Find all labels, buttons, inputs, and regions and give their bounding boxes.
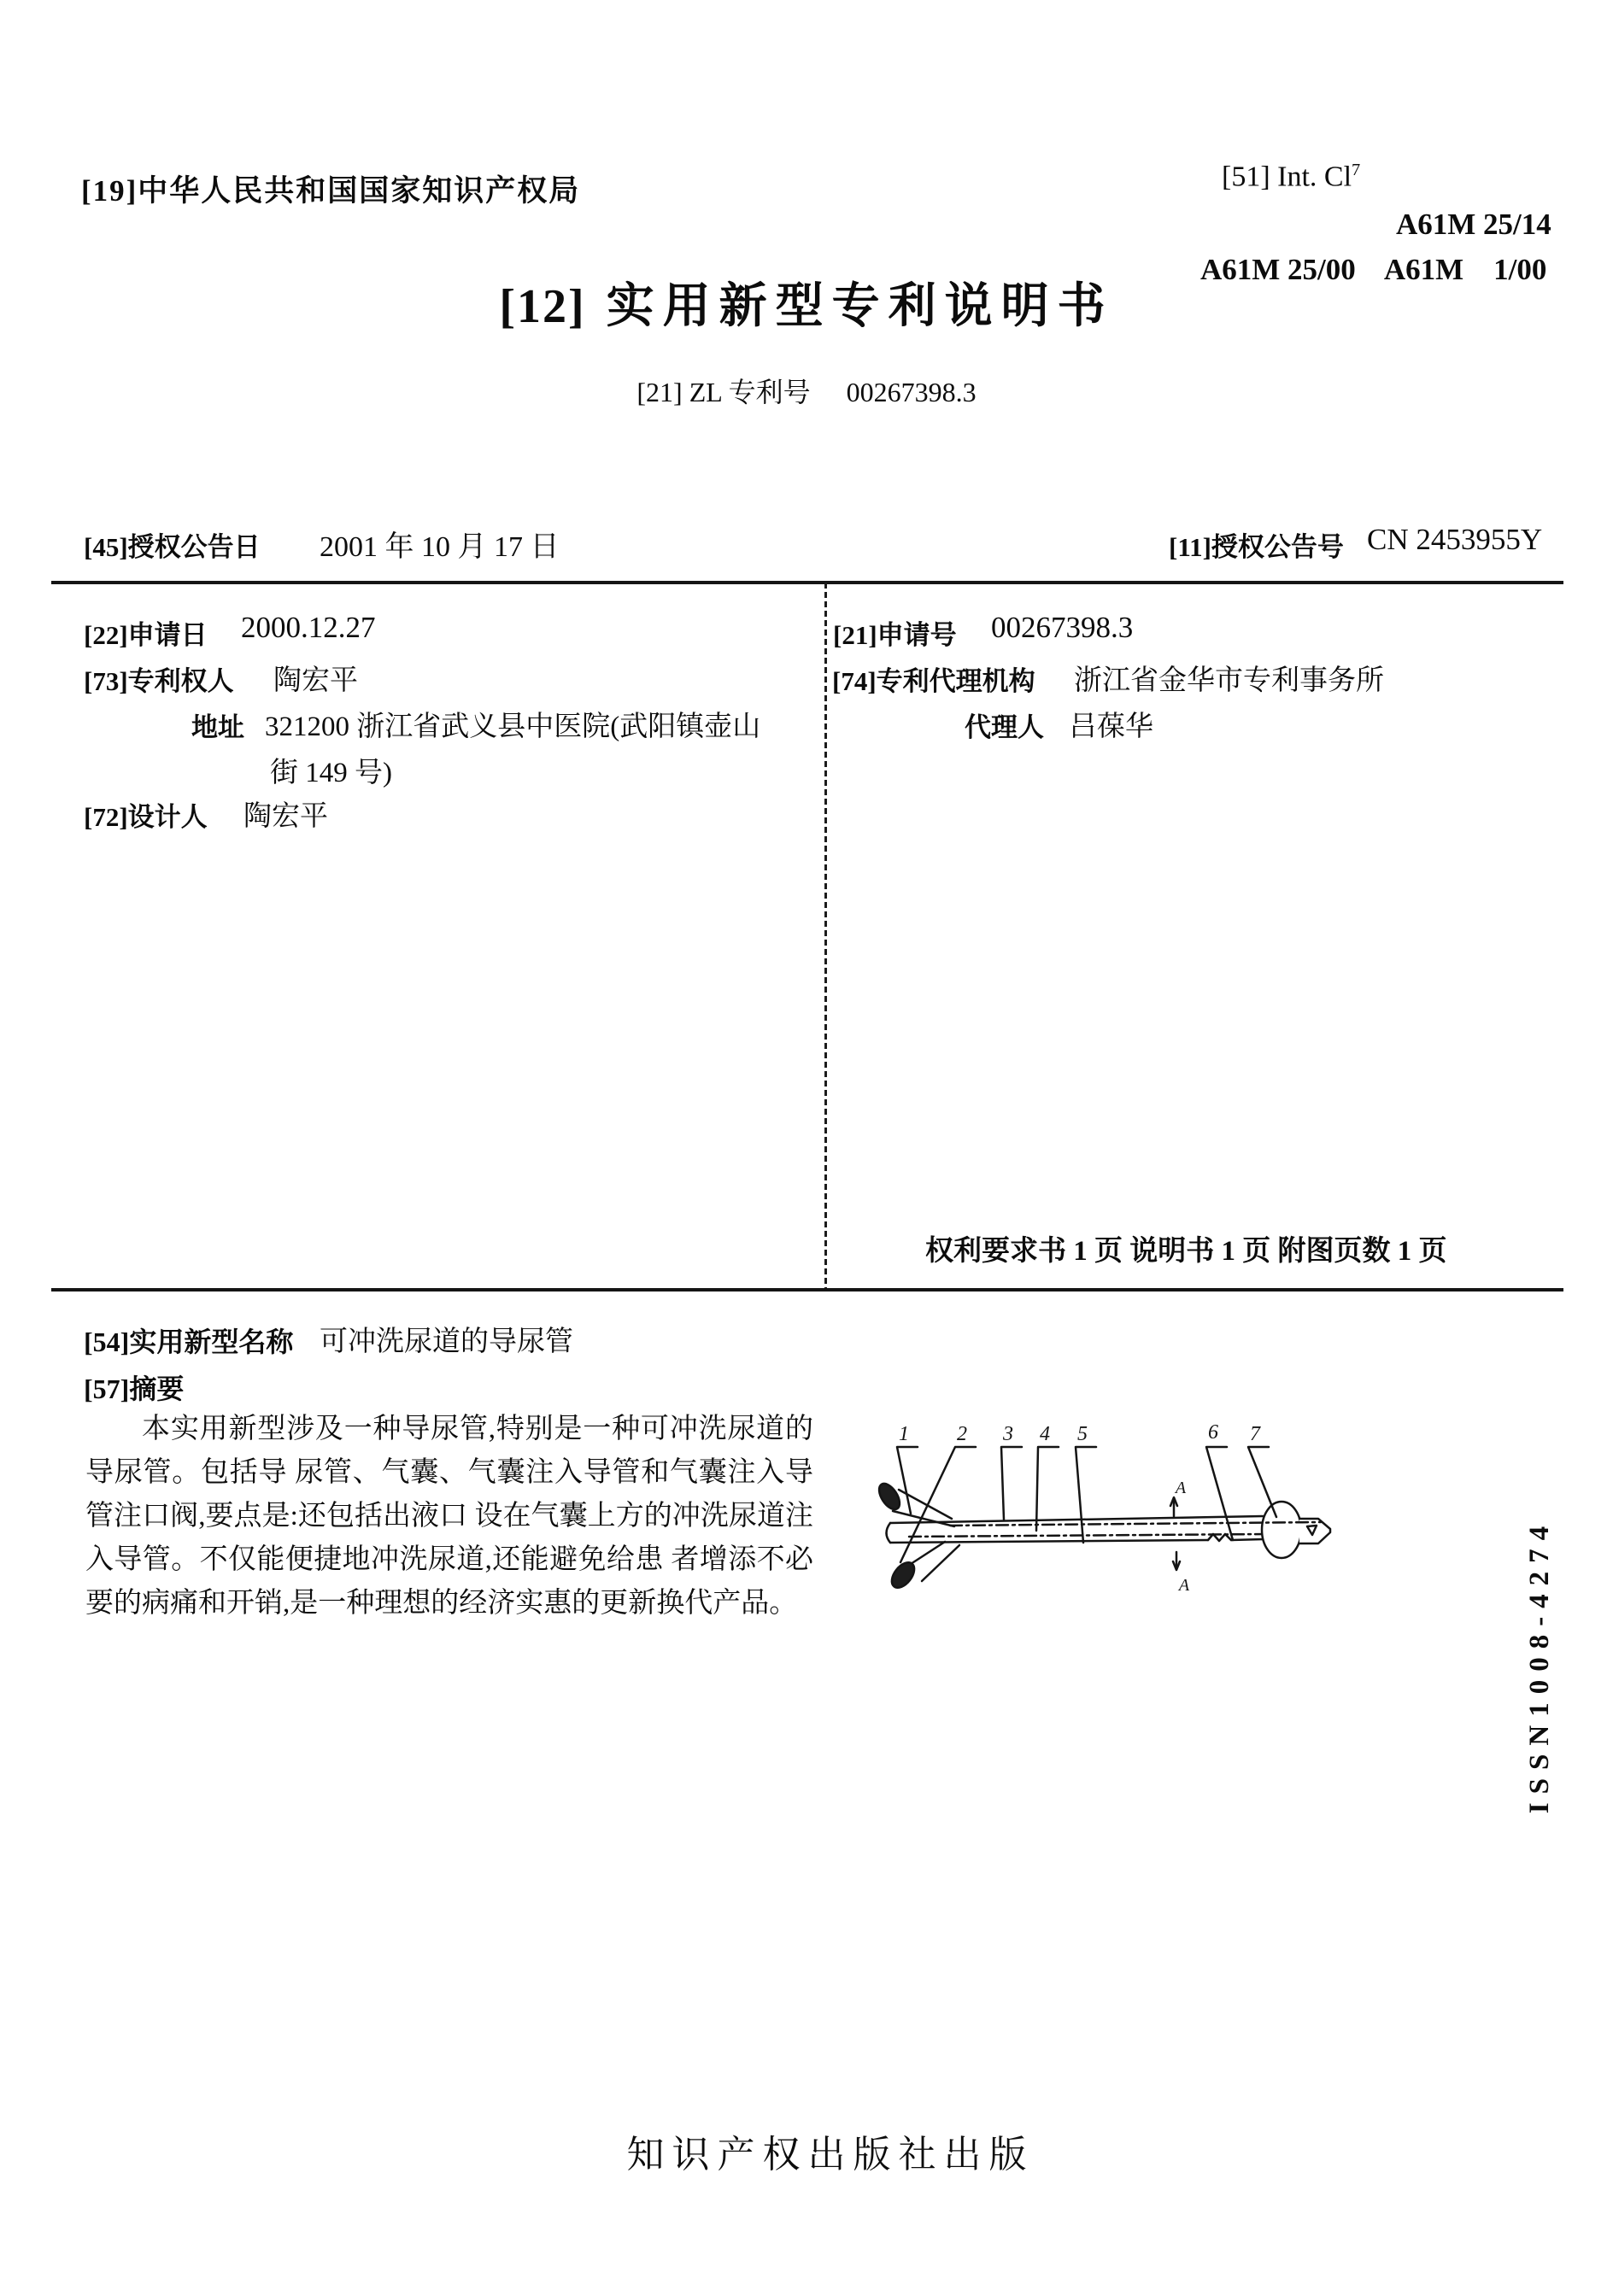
issn-vertical: ISSN1008-4274 [1524,1517,1555,1814]
abstract-text: 本实用新型涉及一种导尿管,特别是一种可冲洗尿道的导尿管。包括导 尿管、气囊、气囊注入导管和气囊注入导管注口阀,要点是:还包括出液口 设在气囊上方的冲洗尿道注入导管。不仅能便捷地冲洗尿道,还能避免给患 者增添不必要的病痛和开销,是一种理想的经济实惠的更新换代产品。 [85,1414,813,1619]
figure-leader-lines [897,1447,1276,1562]
publication-number-value: CN 2453955Y [1367,523,1543,556]
figure-upper-port-opening [875,1480,904,1513]
designer-value: 陶宏平 [243,801,328,832]
int-cl-heading [1222,161,1360,193]
figure-lower-port-opening [888,1558,919,1591]
int-cl-label: [51] Int. Cl [1222,161,1352,193]
int-cl-superscript: 7 [1352,161,1361,179]
designer-label: [72]设计人 [84,802,208,832]
figure-label-1: 1 [899,1423,909,1445]
document-title-code: [12] [499,280,586,333]
patent-number-line [0,371,1613,410]
document-title [0,268,1613,337]
patentee-value: 陶宏平 [273,665,358,696]
figure-label-6: 6 [1208,1421,1218,1444]
figure-section-a-lower: A [1178,1576,1190,1595]
document-title-text: 实用新型专利说明书 [606,280,1114,333]
filing-date-value: 2000.12.27 [241,611,376,644]
utility-model-name-value: 可冲洗尿道的导尿管 [320,1327,573,1357]
address-label: 地址 [191,712,244,742]
patent-figure [854,1384,1350,1606]
agent-value: 吕葆华 [1069,712,1153,742]
agent-label: 代理人 [965,712,1044,742]
figure-label-5: 5 [1077,1423,1088,1445]
horizontal-rule-top [51,581,1563,584]
figure-label-4: 4 [1040,1423,1050,1445]
figure-label-2: 2 [957,1423,967,1445]
figure-label-3: 3 [1003,1423,1013,1445]
column-divider [824,583,827,1288]
address-line-1: 321200 浙江省武义县中医院(武阳镇壶山 [265,712,761,742]
agency-value: 浙江省金华市专利事务所 [1074,665,1384,696]
figure-catheter-tube [887,1516,1269,1543]
application-number-label: [21]申请号 [833,620,957,650]
patent-number-label: [21] ZL 专利号 [636,377,811,407]
utility-model-name-label: [54]实用新型名称 [84,1327,294,1357]
figure-section-a-upper: A [1175,1479,1187,1497]
address-line-2: 街 149 号) [270,758,392,788]
office-name: [19]中华人民共和国国家知识产权局 [81,174,581,208]
publisher-line: 知识产权出版社出版 [626,2134,1035,2176]
grant-date-label: [45]授权公告日 [84,532,261,562]
ipc-class-primary: A61M 25/14 [1396,208,1551,241]
publication-number-label: [11]授权公告号 [1169,532,1344,562]
agency-label: [74]专利代理机构 [832,666,1035,696]
grant-date-value: 2001 年 10 月 17 日 [320,531,560,563]
filing-date-label: [22]申请日 [84,620,208,650]
figure-balloon [1262,1502,1301,1558]
abstract-label: [57]摘要 [84,1374,185,1404]
figure-section-markers [1170,1497,1180,1570]
patentee-label: [73]专利权人 [84,666,234,696]
patent-number-value: 00267398.3 [846,377,977,407]
figure-label-7: 7 [1250,1423,1260,1445]
ipc-class-secondary: A61M 25/00 A61M 1/00 [1200,253,1547,286]
pages-note: 权利要求书 1 页 说明书 1 页 附图页数 1 页 [925,1236,1447,1267]
horizontal-rule-bottom [51,1288,1563,1292]
application-number-value: 00267398.3 [991,611,1134,644]
